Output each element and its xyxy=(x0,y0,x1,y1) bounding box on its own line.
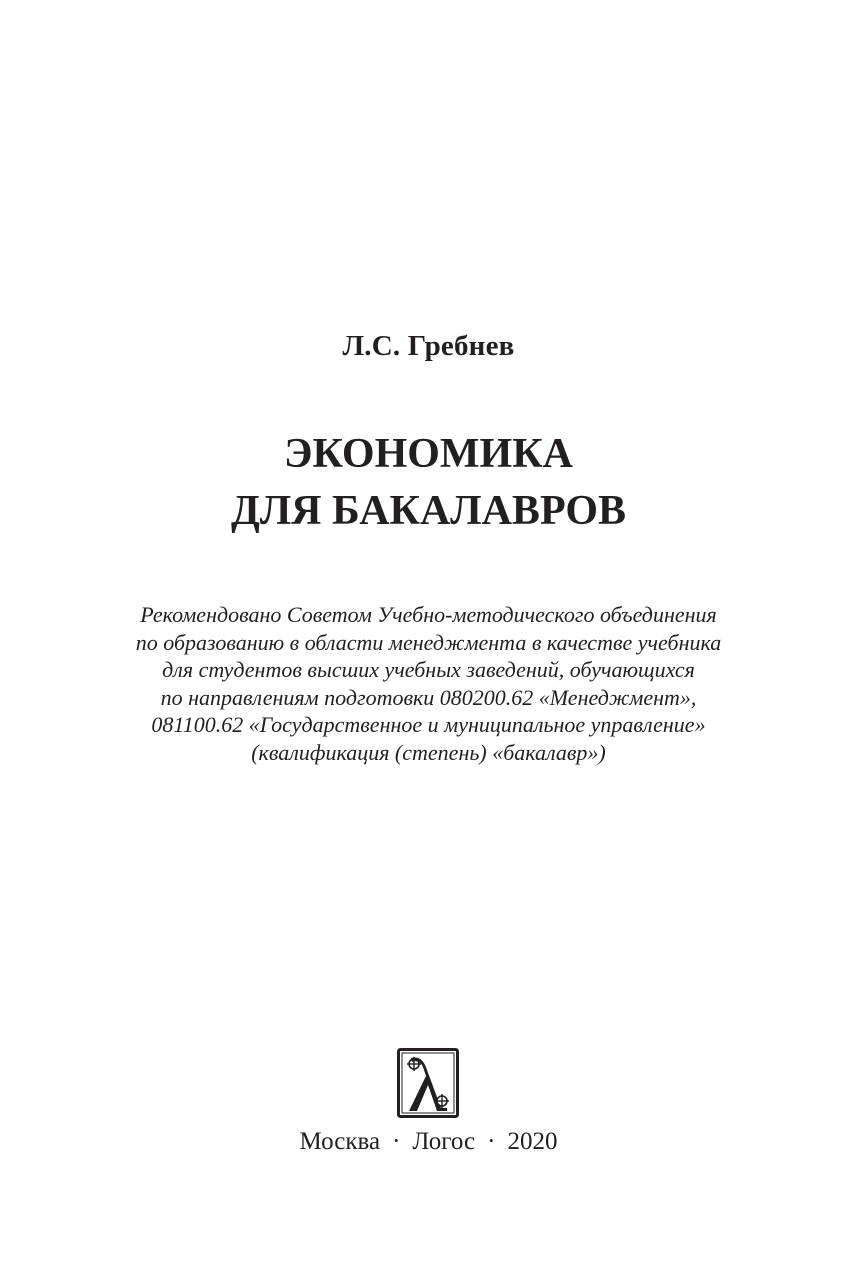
book-title xyxy=(0,428,857,537)
book-title-line-1: ЭКОНОМИКА xyxy=(284,431,573,477)
author-name: Л.С. Гребнев xyxy=(342,330,515,362)
lambda-logo-icon xyxy=(397,1048,459,1118)
imprint-city: Москва xyxy=(299,1128,381,1155)
recommendation-text xyxy=(0,601,857,766)
imprint-line xyxy=(0,1125,857,1159)
recommendation-line: для студентов высших учебных заведений, обучающихся xyxy=(162,657,695,682)
recommendation-line: 081100.62 «Государственное и муниципальное управление» xyxy=(151,712,706,737)
imprint-separator: · xyxy=(487,1128,496,1155)
recommendation-line: Рекомендовано Советом Учебно-методического объединения xyxy=(140,602,717,627)
recommendation-line: (квалификация (степень) «бакалавр») xyxy=(251,739,606,765)
imprint-publisher: Логос xyxy=(412,1128,476,1155)
book-title-line-2: ДЛЯ БАКАЛАВРОВ xyxy=(230,488,627,534)
recommendation-line: по образованию в области менеджмента в качестве учебника xyxy=(135,629,722,655)
recommendation-line: по направлениям подготовки 080200.62 «Менеджмент», xyxy=(160,684,697,710)
imprint-separator: · xyxy=(392,1128,401,1155)
imprint-year: 2020 xyxy=(507,1128,558,1155)
